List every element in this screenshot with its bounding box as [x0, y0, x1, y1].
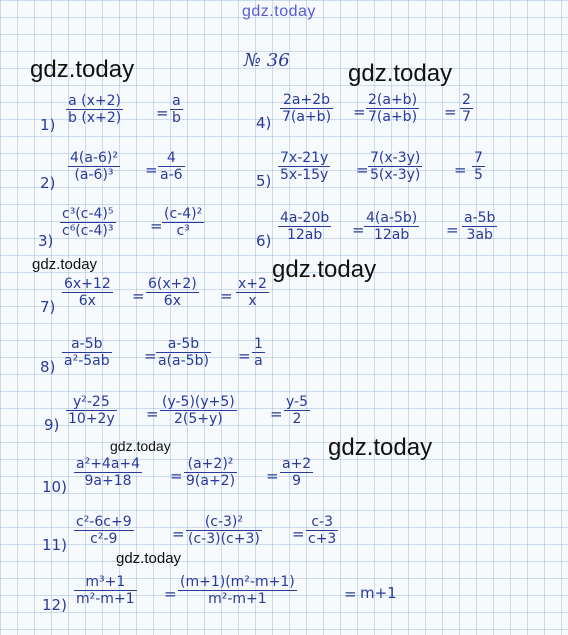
numerator: 2(a+b) [368, 92, 418, 108]
numerator: (a+2)² [187, 456, 234, 472]
denominator: a [254, 353, 263, 369]
denominator: b (x+2) [68, 110, 122, 126]
denominator: 5x-15y [280, 167, 329, 183]
numerator: 7(x-3y) [370, 150, 421, 166]
numerator: 4 [166, 150, 176, 166]
fraction [460, 92, 473, 125]
fraction [66, 394, 117, 427]
item-label: 7) [40, 298, 56, 316]
denominator: 9 [292, 473, 302, 489]
equals-sign: = [270, 405, 283, 423]
watermark: gdz.today [348, 60, 453, 87]
numerator: y-5 [286, 394, 308, 410]
equals-sign: = [352, 221, 365, 239]
denominator: (a-6)³ [74, 167, 114, 183]
denominator: c+3 [308, 531, 337, 547]
item-label: 10) [42, 478, 67, 496]
fraction [178, 574, 297, 607]
fraction [278, 150, 330, 183]
denominator: 6x [163, 293, 181, 309]
fraction [146, 276, 199, 309]
numerator: (y-5)(y+5) [162, 394, 235, 410]
fraction [62, 336, 112, 369]
fraction [156, 336, 211, 369]
denominator: 7(a+b) [282, 109, 332, 125]
watermark-top: gdz.today [242, 3, 316, 20]
fraction [74, 574, 137, 607]
fraction [280, 456, 313, 489]
denominator: 5(x-3y) [370, 167, 421, 183]
equals-sign: = [444, 103, 457, 121]
fraction [158, 150, 185, 183]
fraction [280, 92, 333, 125]
equals-sign: = [238, 347, 251, 365]
numerator: c³(c-4)⁵ [62, 206, 114, 222]
numerator: 6x+12 [64, 276, 111, 292]
fraction [74, 514, 134, 547]
item-label: 2) [40, 174, 56, 192]
fraction [236, 276, 269, 309]
numerator: a (x+2) [68, 93, 122, 109]
numerator: 6(x+2) [148, 276, 197, 292]
denominator: (c-3)(c+3) [188, 531, 260, 547]
fraction [252, 336, 265, 369]
equals-sign: = [292, 525, 305, 543]
watermark: gdz.today [32, 256, 98, 273]
equals-sign: = [132, 287, 145, 305]
fraction [472, 150, 485, 183]
denominator: 2 [292, 411, 302, 427]
denominator: 6x [78, 293, 96, 309]
denominator: 7(a+b) [368, 109, 418, 125]
problem-number: № 36 [244, 50, 290, 71]
equals-sign: = [170, 467, 183, 485]
numerator: a-5b [167, 336, 200, 352]
denominator: 12ab [373, 227, 410, 243]
numerator: c-3 [311, 514, 333, 530]
fraction [160, 394, 237, 427]
equals-sign: = [220, 287, 233, 305]
numerator: (c-3)² [204, 514, 244, 530]
denominator: 3ab [466, 227, 493, 243]
equals-sign: = [353, 103, 366, 121]
item-label: 8) [40, 358, 56, 376]
denominator: c²-9 [90, 531, 118, 547]
equals-sign: = [146, 405, 159, 423]
fraction [60, 206, 116, 239]
denominator: 5 [474, 167, 483, 183]
item-label: 5) [256, 172, 272, 190]
denominator: a²-5ab [64, 353, 110, 369]
fraction [184, 456, 237, 489]
equals-sign: = [266, 467, 279, 485]
equals-sign: = [356, 161, 369, 179]
equals-sign: = [144, 347, 157, 365]
equals-sign: = [344, 585, 357, 603]
numerator: 4a-20b [280, 210, 330, 226]
numerator: 4(a-6)² [70, 150, 118, 166]
fraction [462, 210, 497, 243]
fraction [162, 206, 204, 239]
fraction [284, 394, 310, 427]
item-label: 1) [40, 116, 56, 134]
watermark: gdz.today [272, 256, 377, 283]
item-label: 11) [42, 536, 67, 554]
fraction [62, 276, 113, 309]
numerator: 2 [462, 92, 471, 108]
fraction [306, 514, 338, 547]
equals-sign: = [156, 104, 169, 122]
numerator: a-5b [464, 210, 496, 226]
watermark: gdz.today [30, 56, 135, 83]
fraction [74, 456, 142, 489]
equals-sign: = [145, 161, 158, 179]
equals-sign: = [164, 585, 177, 603]
fraction [278, 210, 331, 243]
watermark: gdz.today [110, 438, 171, 454]
fraction [364, 210, 419, 243]
numerator: 4(a-5b) [366, 210, 418, 226]
fraction [366, 92, 419, 125]
item-label: 3) [38, 232, 54, 250]
numerator: 1 [254, 336, 263, 352]
fraction [68, 150, 120, 183]
item-label: 6) [256, 232, 272, 250]
numerator: a+2 [282, 456, 312, 472]
denominator: a(a-5b) [158, 353, 209, 369]
denominator: 7 [462, 109, 471, 125]
fraction [186, 514, 262, 547]
equals-sign: = [454, 161, 467, 179]
denominator: 9(a+2) [186, 473, 236, 489]
equals-sign: = [172, 525, 185, 543]
denominator: a-6 [160, 167, 183, 183]
numerator: (c-4)² [164, 206, 203, 222]
denominator: c⁶(c-4)³ [62, 223, 114, 239]
numerator: x+2 [238, 276, 267, 292]
numerator: 7 [474, 150, 483, 166]
numerator: 2a+2b [283, 92, 331, 108]
fraction [170, 93, 183, 126]
equals-sign: = [150, 217, 163, 235]
numerator: a²+4a+4 [76, 456, 141, 472]
numerator: (m+1)(m²-m+1) [180, 574, 295, 590]
denominator: c³ [176, 223, 190, 239]
numerator: m³+1 [85, 574, 126, 590]
denominator: x [248, 293, 257, 309]
numerator: y²-25 [72, 394, 110, 410]
equals-sign: = [446, 221, 459, 239]
watermark: gdz.today [328, 434, 433, 461]
numerator: a [172, 93, 181, 109]
numerator: c²-6c+9 [76, 514, 132, 530]
item-label: 9) [44, 416, 60, 434]
result-expression: m+1 [360, 584, 397, 602]
denominator: 9a+18 [84, 473, 132, 489]
denominator: 2(5+y) [174, 411, 223, 427]
denominator: m²-m+1 [208, 591, 267, 607]
denominator: b [172, 110, 181, 126]
denominator: 12ab [286, 227, 323, 243]
fraction [66, 93, 123, 126]
item-label: 12) [42, 596, 67, 614]
item-label: 4) [256, 114, 272, 132]
numerator: 7x-21y [280, 150, 329, 166]
denominator: 10+2y [68, 411, 115, 427]
denominator: m²-m+1 [76, 591, 135, 607]
watermark: gdz.today [116, 550, 182, 567]
fraction [368, 150, 422, 183]
numerator: a-5b [71, 336, 103, 352]
